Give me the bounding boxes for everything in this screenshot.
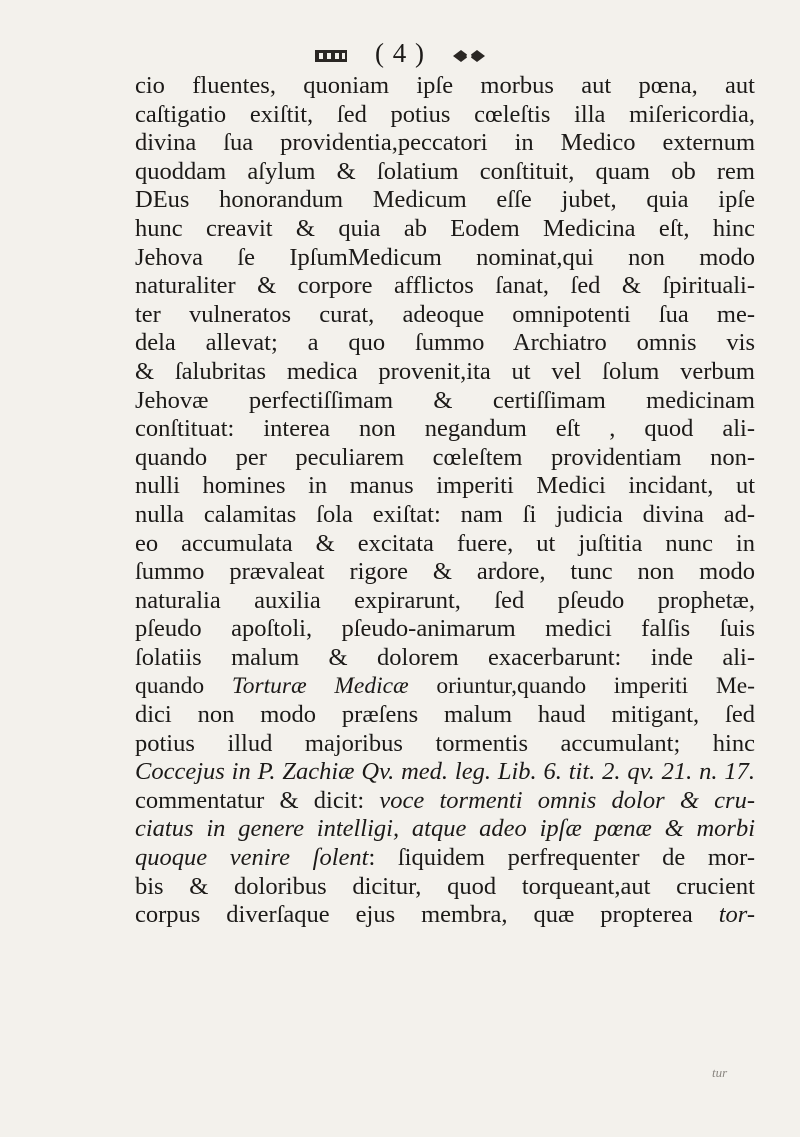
text-line	[135, 72, 755, 101]
catchword: tur	[712, 1065, 728, 1080]
italic-text: Torturæ Medicæ	[231, 673, 409, 700]
text-span: Jehovæ perfectiſſimam & certiſſimam medicinam	[135, 386, 755, 414]
ornament-left-icon	[313, 47, 349, 65]
text-line	[135, 787, 755, 816]
text-line	[135, 358, 755, 387]
text-span: quoddam aſylum & ſolatium conſtituit, quam ob rem	[135, 157, 755, 185]
text-span: ſolatiis malum & dolorem exacerbarunt: inde ali-	[135, 643, 755, 671]
text-span: divina ſua providentia,peccatori in Medico externum	[135, 129, 755, 157]
text-span: quando per peculiarem cœleſtem providentiam non-	[135, 443, 755, 471]
text-line	[135, 444, 755, 473]
text-line	[135, 158, 755, 187]
text-span: eo accumulata & excitata fuere, ut juſtitia nunc in	[135, 529, 755, 557]
text-span: hunc creavit & quia ab Eodem Medicina eſt, hinc	[135, 214, 755, 242]
text-line	[135, 615, 755, 644]
text-span: caſtigatio exiſtit, ſed potius cœleſtis illa miſericordia,	[135, 100, 755, 128]
text-line	[135, 272, 755, 301]
text-line	[135, 587, 755, 616]
text-span: nulli homines in manus imperiti Medici incidant, ut	[135, 472, 755, 500]
italic-text: voce tormenti omnis dolor & cru-	[379, 786, 755, 814]
text-span: ter vulneratos curat, adeoque omnipotenti ſua me-	[135, 300, 755, 328]
text-line	[135, 644, 755, 673]
text-line	[135, 101, 755, 130]
text-line	[135, 730, 755, 759]
text-line	[135, 129, 755, 158]
text-line	[135, 558, 755, 587]
text-line	[135, 186, 755, 215]
text-span: naturalia auxilia expirarunt, ſed pſeudo prophetæ,	[135, 586, 755, 614]
ornament-right-icon	[451, 47, 487, 65]
text-line	[135, 215, 755, 244]
italic-text: ciatus in genere intelligi, atque adeo ipſæ pœnæ & morbi	[135, 815, 755, 843]
text-line	[135, 415, 755, 444]
text-line	[135, 501, 755, 530]
text-span: corpus diverſaque ejus membra, quæ propterea	[135, 901, 719, 929]
text-line	[135, 701, 755, 730]
text-line	[135, 758, 755, 787]
text-span: dela allevat; a quo ſummo Archiatro omnis vis	[135, 329, 755, 357]
text-span: conſtituat: interea non negandum eſt , quod ali-	[135, 415, 755, 443]
body-text	[135, 72, 755, 930]
text-span: : ſiquidem perfrequenter de mor-	[368, 844, 755, 872]
text-span: nulla calamitas ſola exiſtat: nam ſi judicia divina ad-	[135, 500, 755, 528]
text-span: cio fluentes, quoniam ipſe morbus aut pœna, aut	[135, 72, 755, 99]
text-line	[135, 387, 755, 416]
italic-text: tor-	[718, 901, 755, 929]
text-span: oriuntur,quando imperiti Me-	[408, 673, 755, 700]
text-span: bis & doloribus dicitur, quod torqueant,aut crucient	[135, 872, 755, 900]
text-line	[135, 873, 755, 902]
text-span: potius illud majoribus tormentis accumulant; hinc	[135, 729, 755, 757]
text-span: naturaliter & corpore afflictos ſanat, ſed & ſpirituali-	[135, 272, 755, 300]
text-span: pſeudo apoſtoli, pſeudo-animarum medici falſis ſuis	[135, 615, 755, 643]
text-span: commentatur & dicit:	[135, 786, 380, 814]
text-line	[135, 301, 755, 330]
text-line	[135, 530, 755, 559]
page-number: ( 4 )	[375, 38, 425, 68]
text-line	[135, 672, 755, 701]
text-line	[135, 472, 755, 501]
text-span: ſummo prævaleat rigore & ardore, tunc non modo	[135, 558, 755, 586]
text-span: dici non modo præſens malum haud mitigant, ſed	[135, 701, 755, 729]
italic-text: quoque venire ſolent	[135, 844, 369, 872]
text-line	[135, 901, 755, 930]
text-span: DEus honorandum Medicum eſſe jubet, quia ipſe	[135, 186, 755, 214]
text-span: quando	[135, 673, 232, 700]
text-line	[135, 815, 755, 844]
page-header	[0, 38, 800, 69]
text-line	[135, 844, 755, 873]
text-span: Jehova ſe IpſumMedicum nominat,qui non modo	[135, 243, 755, 271]
text-line	[135, 329, 755, 358]
italic-text: Coccejus in P. Zachiæ Qv. med. leg. Lib. 6. tit. 2. qv. 21. n. 17.	[135, 758, 755, 786]
text-span: & ſalubritas medica provenit,ita ut vel ſolum verbum	[135, 357, 755, 385]
text-line	[135, 244, 755, 273]
